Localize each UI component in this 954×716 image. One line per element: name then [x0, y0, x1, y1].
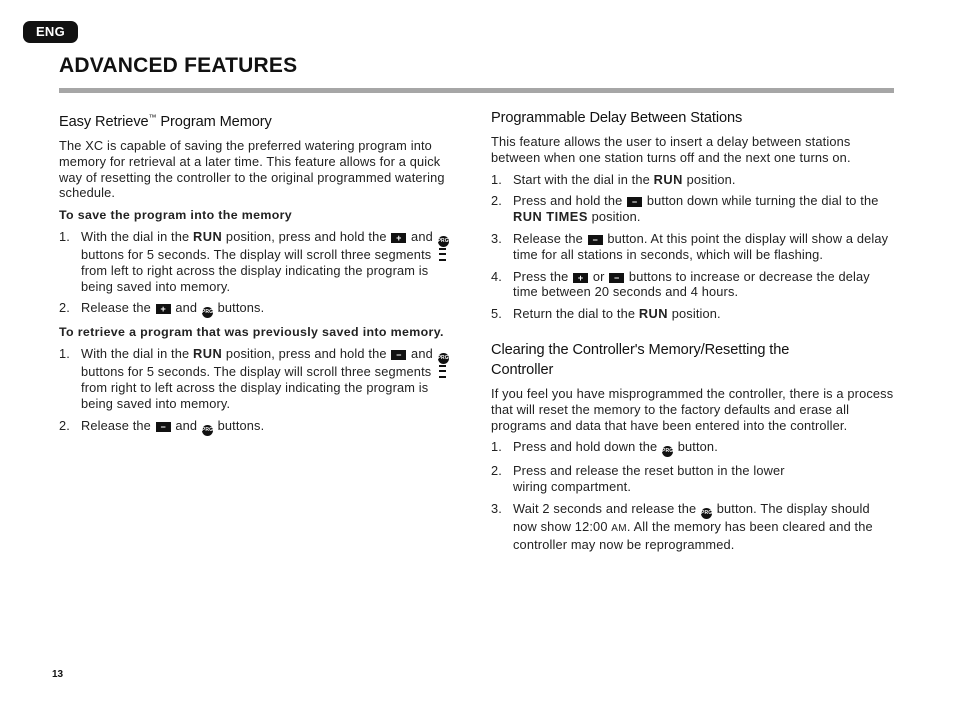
- clear-steps-list: [491, 439, 896, 552]
- clear-memory-intro: If you feel you have misprogrammed the controller, there is a process that will reset the memory to the factory defaults and erase all programs and data that have been entered into the controller.: [491, 385, 894, 433]
- easy-retrieve-heading: Easy Retrieve™ Program Memory: [59, 113, 272, 130]
- delay-intro: This feature allows the user to insert a delay between stations between when one station turns off and the next one turns on.: [491, 134, 851, 165]
- list-item: 4. Press the + or − buttons to increase or decrease the delay time between 20 seconds and 4 hours.: [491, 268, 870, 300]
- prg-button-icon: PRG: [701, 508, 712, 519]
- plus-button-icon: +: [573, 273, 588, 283]
- prg-button-icon: PRG: [202, 425, 213, 436]
- minus-button-icon: −: [588, 235, 603, 245]
- delay-heading: Programmable Delay Between Stations: [491, 110, 743, 126]
- trademark-symbol: ™: [148, 113, 157, 122]
- retrieve-program-subheading: To retrieve a program that was previously saved into memory.: [59, 325, 444, 340]
- list-item: 3. Wait 2 seconds and release the PRG button. The display should now show 12:00 AM. All the memory has been cleared and the controller may now be reprogrammed.: [491, 500, 873, 552]
- left-column: [59, 108, 464, 442]
- clear-memory-heading: Clearing the Controller's Memory/Resetting the Controller: [491, 341, 790, 378]
- plus-button-icon: +: [156, 304, 171, 314]
- retrieve-steps-list: [59, 346, 464, 435]
- minus-button-icon: −: [156, 422, 171, 432]
- list-item: 2. Press and release the reset button in the lower wiring compartment.: [491, 463, 785, 495]
- segments-icon: [439, 365, 446, 378]
- list-item: 3. Release the − button. At this point the display will show a delay time for all stations in seconds, which will be flashing.: [491, 230, 889, 262]
- segments-icon: [439, 248, 446, 261]
- plus-button-icon: +: [391, 233, 406, 243]
- prg-button-icon: PRG: [202, 307, 213, 318]
- minus-button-icon: −: [391, 350, 406, 360]
- list-item: 1. Start with the dial in the RUN position.: [491, 171, 736, 187]
- save-program-subheading: To save the program into the memory: [59, 208, 293, 223]
- list-item: 5. Return the dial to the RUN position.: [491, 306, 721, 322]
- page-number: 13: [52, 669, 64, 680]
- list-item: 1. Press and hold down the PRG button.: [491, 439, 896, 457]
- list-item: 1. With the dial in the RUN position, press and hold the + and PRG buttons for 5 seconds. The display will scroll three segments from left to right across the display indicating the program is being saved into memory.: [59, 228, 449, 294]
- minus-button-icon: −: [609, 273, 624, 283]
- list-item: 2. Release the + and PRG buttons.: [59, 300, 464, 318]
- list-item: 2. Release the − and PRG buttons.: [59, 418, 464, 436]
- save-steps-list: [59, 229, 464, 318]
- prg-button-icon: PRG: [662, 446, 673, 457]
- delay-steps-list: [491, 172, 896, 322]
- language-badge: ENG: [23, 21, 78, 43]
- prg-button-icon: PRG: [438, 353, 449, 364]
- right-column: [491, 108, 896, 559]
- minus-button-icon: −: [627, 197, 642, 207]
- list-item: 1. With the dial in the RUN position, press and hold the − and PRG buttons for 5 seconds. The display will scroll three segments from right to left across the display indicating the program is being saved into memory.: [59, 346, 449, 411]
- easy-retrieve-intro: The XC is capable of saving the preferred watering program into memory for retrieval at a later time. This feature allows for a quick way of resetting the controller to the original programmed watering schedule.: [59, 138, 445, 201]
- page-title: ADVANCED FEATURES: [59, 54, 298, 77]
- list-item: 2. Press and hold the − button down while turning the dial to the RUN TIMES position.: [491, 193, 879, 225]
- prg-button-icon: PRG: [438, 236, 449, 247]
- title-divider: [59, 88, 894, 93]
